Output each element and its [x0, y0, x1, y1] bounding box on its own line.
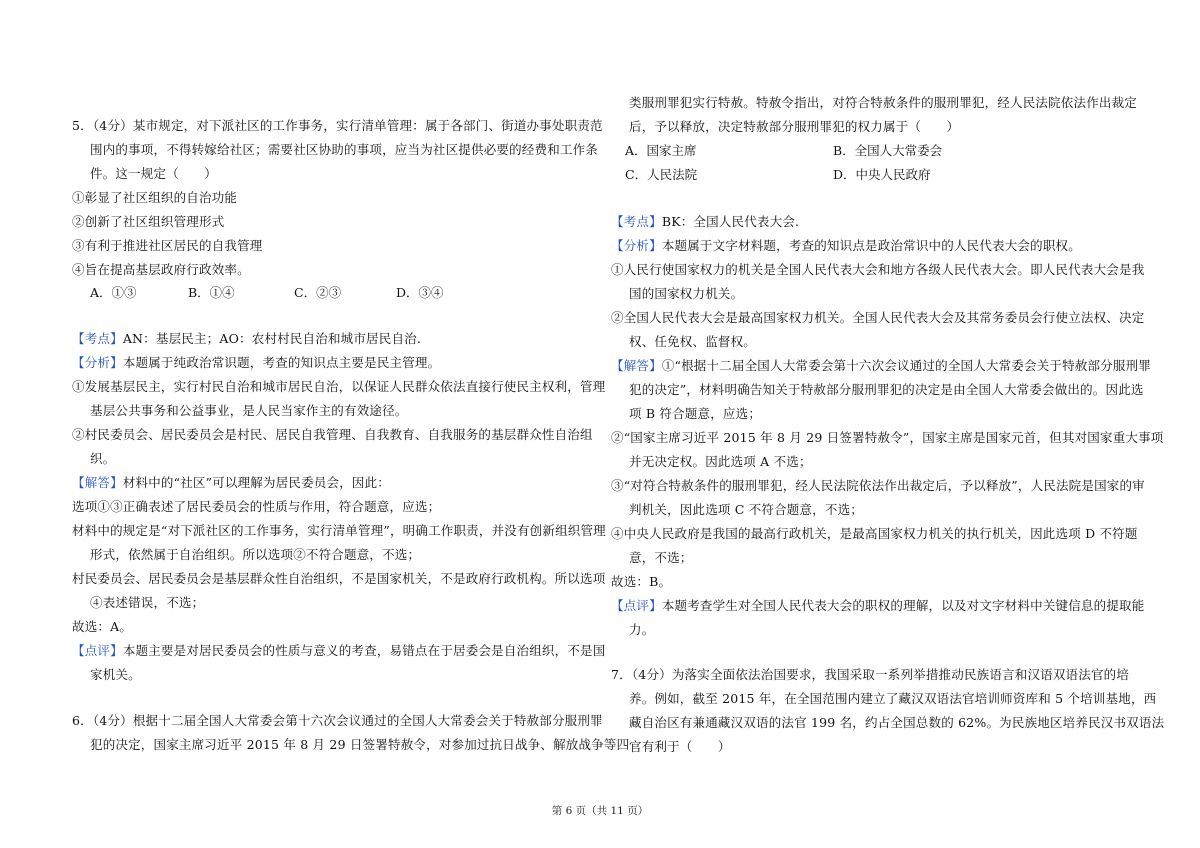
- dianping-row: [611, 598, 1144, 614]
- question-5-item-4: ④旨在提高基层政府行政效率。: [72, 262, 250, 277]
- jieda-row: [611, 358, 1151, 374]
- answer-line-4: ④中央人民政府是我国的最高行政机关，是最高国家权力机关的执行机关，因此选项 D 不符题: [611, 526, 1138, 541]
- dianping-text: 本题考查学生对全国人民代表大会的职权的理解，以及对文字材料中关键信息的提取能: [661, 598, 1145, 613]
- dianping-row: [72, 643, 605, 659]
- option-c: C．②③: [294, 285, 342, 300]
- analysis-point-2: ②村民委员会、居民委员会是村民、居民自我管理、自我教育、自我服务的基层群众性自治组: [72, 427, 593, 442]
- question-5-stem-line-2: 围内的事项，不得转嫁给社区；需要社区协助的事项，应当为社区提供必要的经费和工作条: [90, 142, 599, 157]
- dianping-tag: 【点评】: [611, 598, 662, 613]
- analysis-point-1-cont: 基层公共事务和公益事业，是人民当家作主的有效途径。: [90, 403, 408, 418]
- answer-line-2-cont: 形式，依然属于自治组织。所以选项②不符合题意，不选；: [90, 547, 421, 562]
- answer-line-3-cont: 判机关，因此选项 C 不符合题意，不选；: [629, 502, 864, 517]
- kaodian-text: BK：全国人民代表大会.: [661, 214, 800, 229]
- answer-line-1: 选项①③正确表述了居民委员会的性质与作用，符合题意，应选；: [72, 499, 441, 514]
- question-6-stem-line-2: 犯的决定，国家主席习近平 2015 年 8 月 29 日签署特赦令，对参加过抗日战争、解放战争等四: [90, 737, 630, 752]
- option-a: A．①③: [90, 285, 137, 300]
- dianping-text: 本题主要是对居民委员会的性质与意义的考查，易错点在于居委会是自治组织，不是国: [122, 643, 606, 658]
- answer-line-4-cont: 意，不选；: [629, 550, 693, 565]
- analysis-point-2-cont: 织。: [90, 451, 116, 466]
- option-a: A．国家主席: [625, 143, 697, 158]
- question-6-stem-line-4: 后，予以释放，决定特赦部分服刑罪犯的权力属于（ ）: [629, 119, 960, 134]
- answer-line-3-cont: ④表述错误，不选；: [90, 595, 205, 610]
- answer-line-3: ③“对符合特赦条件的服刑罪犯，经人民法院依法作出裁定后，予以释放”，人民法院是国家的审: [611, 478, 1145, 493]
- analysis-point-2-cont: 权、任免权、监督权。: [629, 334, 757, 349]
- dianping-cont: 力。: [629, 622, 655, 637]
- question-5-stem-line-3: 件。这一规定（ ）: [90, 166, 218, 181]
- question-5-item-3: ③有利于推进社区居民的自我管理: [72, 238, 263, 253]
- option-c: C．人民法院: [625, 167, 698, 182]
- option-d: D．中央人民政府: [833, 167, 931, 182]
- question-6-stem-line-1: 6．（4分）根据十二届全国人大常委会第十六次会议通过的全国人大常委会关于特赦部分服刑罪: [72, 713, 603, 728]
- kaodian-tag: 【考点】: [72, 331, 123, 346]
- jieda-text: 材料中的“社区”可以理解为居民委员会，因此：: [122, 475, 390, 490]
- question-7-stem-line-2: 养。例如，截至 2015 年，在全国范围内建立了藏汉双语法官培训师资库和 5 个培训基地，西: [629, 691, 1157, 706]
- dianping-tag: 【点评】: [72, 643, 123, 658]
- option-b: B．全国人大常委会: [833, 143, 943, 158]
- option-d: D．③④: [396, 285, 444, 300]
- fenxi-row: [611, 238, 1081, 254]
- question-7-stem-line-4: 官有利于（ ）: [629, 739, 731, 754]
- answer-line-3: 村民委员会、居民委员会是基层群众性自治组织，不是国家机关，不是政府行政机构。所以选项: [72, 571, 606, 586]
- kaodian-row: [72, 331, 421, 347]
- question-5-stem-line-1: 5．（4分）某市规定，对下派社区的工作事务，实行清单管理：属于各部门、街道办事处职责范: [72, 118, 603, 133]
- question-7-stem-line-3: 藏自治区有兼通藏汉双语的法官 199 名，约占全国总数的 62%。为民族地区培养民汉书双语法: [629, 715, 1165, 730]
- dianping-cont: 家机关。: [90, 667, 141, 682]
- question-7-stem-line-1: 7．（4分）为落实全面依法治国要求，我国采取一系列举措推动民族语言和汉语双语法官的培: [611, 667, 1130, 682]
- jieda-cont-1: 犯的决定”，材料明确告知关于特赦部分服刑罪犯的决定是由全国人大常委会做出的。因此选: [629, 382, 1144, 397]
- answer-line-2: 材料中的规定是“对下派社区的工作事务，实行清单管理”，明确工作职责，并没有创新组织管理: [72, 523, 606, 538]
- jieda-tag: 【解答】: [611, 358, 662, 373]
- jieda-row: [72, 475, 390, 491]
- jieda-text: ①“根据十二届全国人大常委会第十六次会议通过的全国人大常委会关于特赦部分服刑罪: [661, 358, 1152, 373]
- jieda-cont-2: 项 B 符合题意，应选；: [629, 406, 762, 421]
- fenxi-row: [72, 355, 440, 371]
- analysis-point-2: ②全国人民代表大会是最高国家权力机关。全国人民代表大会及其常务委员会行使立法权、决定: [611, 310, 1145, 325]
- analysis-point-1: ①人民行使国家权力的机关是全国人民代表大会和地方各级人民代表大会。即人民代表大会是我: [611, 262, 1145, 277]
- question-5-item-2: ②创新了社区组织管理形式: [72, 214, 225, 229]
- page-number-footer: 第 6 页（共 11 页）: [551, 805, 649, 817]
- answer-line-2-cont: 并无决定权。因此选项 A 不选；: [629, 454, 812, 469]
- answer-choice: 故选：B。: [611, 574, 672, 589]
- answer-line-2: ②“国家主席习近平 2015 年 8 月 29 日签署特赦令”，国家主席是国家元首，但其对国家重大事项: [611, 430, 1164, 445]
- fenxi-tag: 【分析】: [72, 355, 123, 370]
- kaodian-text: AN：基层民主；AO：农村村民自治和城市居民自治.: [122, 331, 422, 346]
- answer-choice: 故选：A。: [72, 619, 133, 634]
- fenxi-text: 本题属于文字材料题，考查的知识点是政治常识中的人民代表大会的职权。: [661, 238, 1081, 253]
- analysis-point-1: ①发展基层民主，实行村民自治和城市居民自治，以保证人民群众依法直接行使民主权利，管理: [72, 379, 606, 394]
- fenxi-text: 本题属于纯政治常识题，考查的知识点主要是民主管理。: [122, 355, 441, 370]
- jieda-tag: 【解答】: [72, 475, 123, 490]
- kaodian-row: [611, 214, 799, 230]
- analysis-point-1-cont: 国的国家权力机关。: [629, 286, 744, 301]
- fenxi-tag: 【分析】: [611, 238, 662, 253]
- option-b: B．①④: [188, 285, 235, 300]
- kaodian-tag: 【考点】: [611, 214, 662, 229]
- question-5-item-1: ①彰显了社区组织的自治功能: [72, 190, 238, 205]
- question-6-stem-line-3: 类服刑罪犯实行特赦。特赦令指出，对符合特赦条件的服刑罪犯，经人民法院依法作出裁定: [629, 95, 1138, 110]
